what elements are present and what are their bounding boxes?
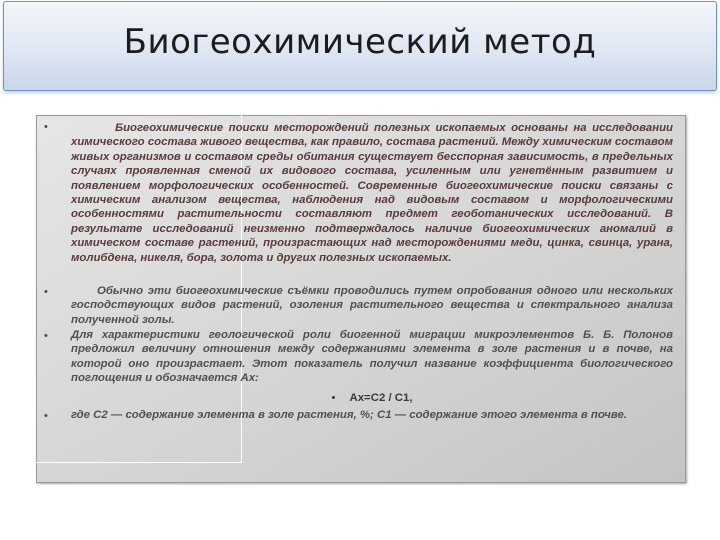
formula: Ах=С2 / С1, [349,392,413,404]
paragraph-2: Обычно эти биогеохимические съёмки проводились путем опробования одного или нескольких господствующих видов растений, озоления растительного вещества и спектрального анализа полученной золы. [71,285,673,326]
paragraph-3: Для характеристики геологической роли биогенной миграции микроэлементов Б. Б. Полонов предложил величину отношения между содержаниями элемента в золе растения и в почве, на которой оно произрастает. Этот показатель получил название коэффициента биологического поглощения и обозначается Ах: [71,329,673,385]
bullet-icon: • [44,286,48,298]
formula-line [71,391,673,405]
bullet-icon: • [44,330,48,342]
bullet-icon: • [44,121,48,133]
paragraph-1: Биогеохимические поиски месторождений полезных ископаемых основаны на исследовании химического состава живого вещества, как правило, состава растений. Между химическим составом живых организмов и составом среды обитания существует бесспорная зависимость, в предельных случаях проявленная сменой их видового состава, усиленным или угнетённым развитием и появлением морфологических особенностей. Современные биогеохимические поиски связаны с химическим анализом вещества, наблюдения над видовым составом и морфологическими особенностями растительности составляют предмет геоботанических исследований. В результате исследований неизменно подтверждалось наличие биогеохимических аномалий в химическом составе растений, произрастающих над месторождениями меди, цинка, свинца, урана, молибдена, никеля, бора, золота и других полезных ископаемых. [71,122,673,264]
slide-title: Биогеохимический метод [123,22,597,62]
title-bar [3,1,717,91]
bullet-icon: • [44,410,48,422]
bullet-icon: • [331,392,336,404]
paragraph-4: где С2 — содержание элемента в золе растения, %; С1 — содержание этого элемента в почве. [71,409,628,421]
